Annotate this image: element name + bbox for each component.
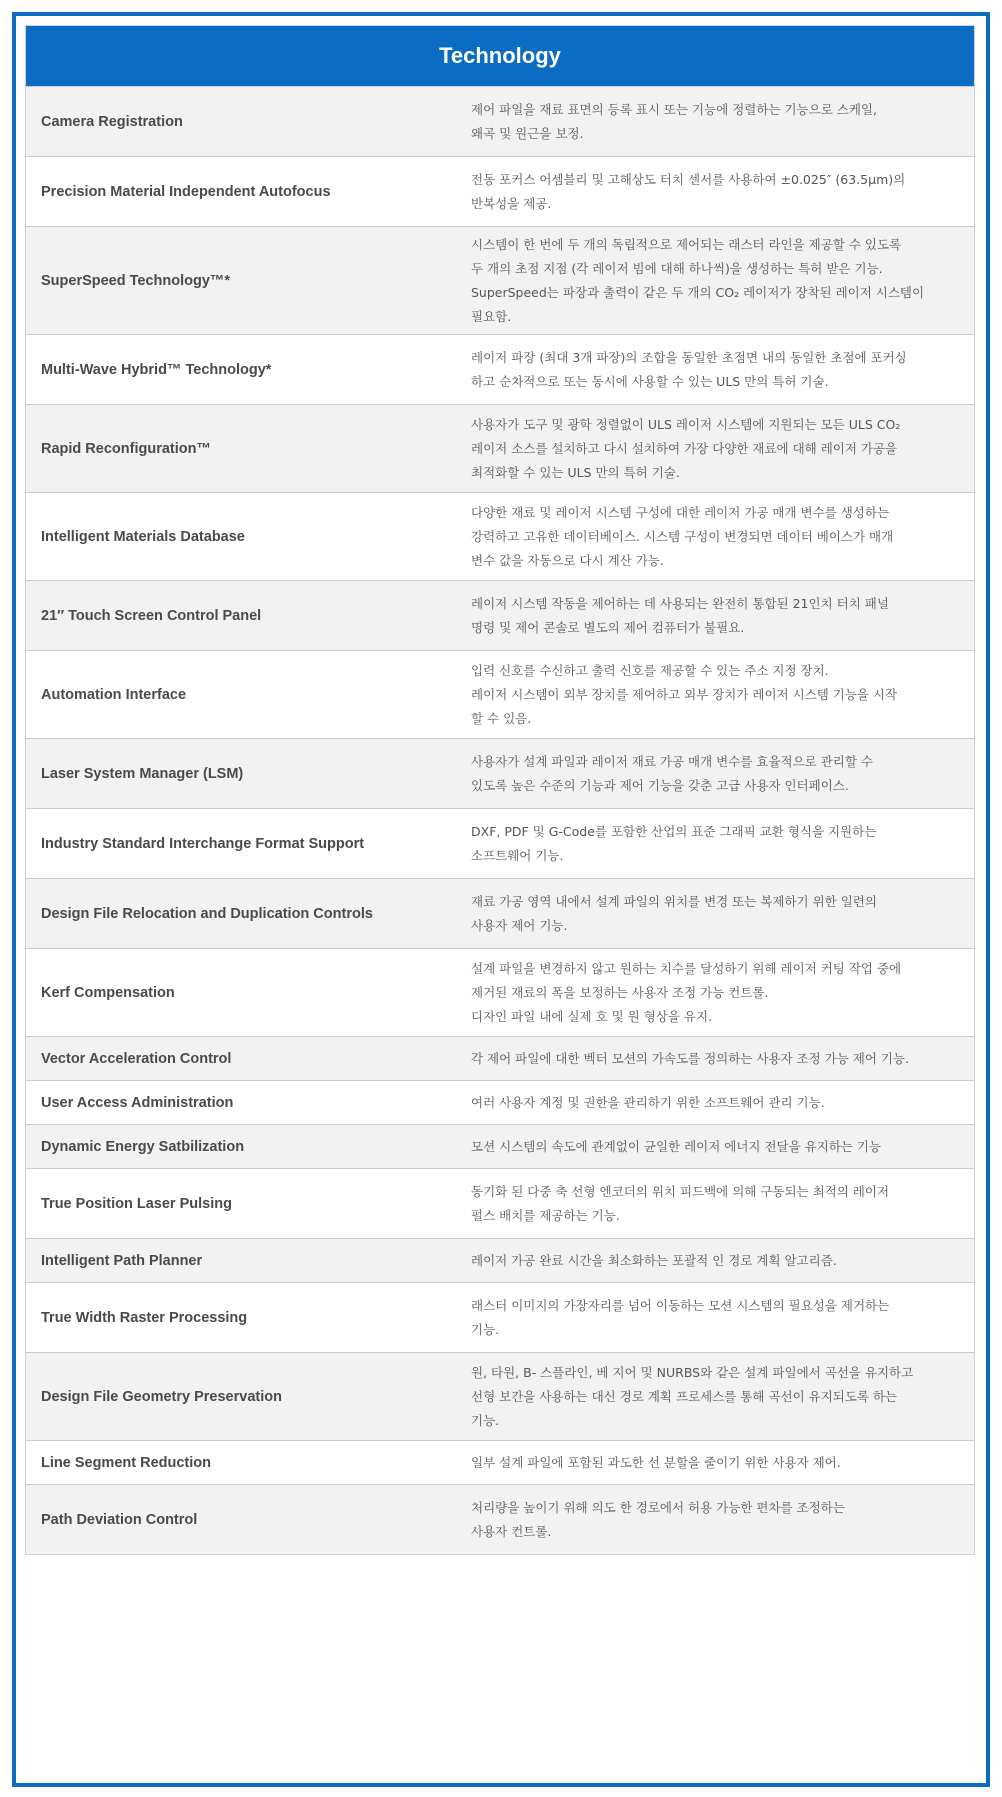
table-row	[26, 1238, 974, 1282]
table-row	[26, 580, 974, 650]
feature-description: 래스터 이미지의 가장자리를 넘어 이동하는 모션 시스템의 필요성을 제거하는 기능.	[471, 1297, 890, 1337]
table-row	[26, 1080, 974, 1124]
table-row	[26, 1124, 974, 1168]
feature-description: 레이저 가공 완료 시간을 최소화하는 포괄적 인 경로 계획 알고리즘.	[471, 1252, 837, 1268]
feature-name: Precision Material Independent Autofocus	[41, 183, 331, 200]
feature-description: 설계 파일을 변경하지 않고 원하는 치수를 달성하기 위해 레이저 커팅 작업 중에 제거된 재료의 폭을 보정하는 사용자 조정 가능 컨트롤. 디자인 파일 내에 실제 호 및 원 형상을 유지.	[471, 960, 902, 1024]
feature-description: 사용자가 설계 파일과 레이저 재료 가공 매개 변수를 효율적으로 관리할 수 있도록 높은 수준의 기능과 제어 기능을 갖춘 고급 사용자 인터페이스.	[471, 753, 873, 793]
feature-name: True Position Laser Pulsing	[41, 1195, 232, 1212]
feature-description: 일부 설계 파일에 포함된 과도한 선 분할을 줄이기 위한 사용자 제어.	[471, 1454, 841, 1470]
feature-name: User Access Administration	[41, 1094, 234, 1111]
table-row	[26, 738, 974, 808]
feature-name: Intelligent Materials Database	[41, 528, 245, 545]
table-row	[26, 1484, 974, 1554]
feature-name: Kerf Compensation	[41, 984, 175, 1001]
table-row	[26, 226, 974, 334]
feature-description: 전동 포커스 어셈블리 및 고해상도 터치 센서를 사용하여 ±0.025″ (63.5μm)의 반복성을 제공.	[471, 171, 906, 211]
feature-description: 레이저 파장 (최대 3개 파장)의 조합을 동일한 초점면 내의 동일한 초점에 포커싱 하고 순차적으로 또는 동시에 사용할 수 있는 ULS 만의 특허 기술.	[471, 349, 907, 389]
feature-name: Industry Standard Interchange Format Support	[41, 835, 365, 852]
feature-name: Intelligent Path Planner	[41, 1252, 203, 1269]
feature-name: Line Segment Reduction	[41, 1454, 211, 1471]
table-row	[26, 404, 974, 492]
feature-description: 여러 사용자 계정 및 권한을 관리하기 위한 소프트웨어 관리 기능.	[471, 1094, 825, 1110]
feature-description: 처리량을 높이기 위해 의도 한 경로에서 허용 가능한 편차를 조정하는 사용자 컨트롤.	[471, 1499, 845, 1539]
feature-name: Camera Registration	[41, 113, 183, 130]
feature-description: 원, 타원, B- 스플라인, 베 지어 및 NURBS와 같은 설계 파일에서 곡선을 유지하고 선형 보간을 사용하는 대신 경로 계획 프로세스를 통해 곡선이 유지되도록 하는 기능.	[471, 1364, 914, 1428]
feature-name: Path Deviation Control	[41, 1511, 198, 1528]
feature-name: Dynamic Energy Satbilization	[41, 1138, 245, 1155]
table-row	[26, 1036, 974, 1080]
feature-name: Design File Relocation and Duplication Controls	[41, 905, 373, 922]
table-row	[26, 1352, 974, 1440]
table-row	[26, 86, 974, 156]
table-header	[26, 26, 974, 86]
feature-description: 입력 신호를 수신하고 출력 신호를 제공할 수 있는 주소 지정 장치. 레이저 시스템이 외부 장치를 제어하고 외부 장치가 레이저 시스템 기능을 시작 할 수 있음.	[471, 662, 898, 726]
feature-name: Laser System Manager (LSM)	[41, 765, 244, 782]
table-row	[26, 492, 974, 580]
feature-name: Design File Geometry Preservation	[41, 1388, 282, 1405]
feature-name: Rapid Reconfiguration™	[41, 440, 211, 457]
feature-description: DXF, PDF 및 G-Code를 포함한 산업의 표준 그래픽 교환 형식을 지원하는 소프트웨어 기능.	[471, 823, 877, 863]
feature-description: 사용자가 도구 및 광학 정렬없이 ULS 레이저 시스템에 지원되는 모든 ULS CO₂ 레이저 소스를 설치하고 다시 설치하여 가장 다양한 재료에 대해 레이저 가공을 최적화할 수 있는 ULS 만의 특허 기술.	[471, 416, 901, 480]
table-row	[26, 1168, 974, 1238]
feature-description: 다양한 재료 및 레이저 시스템 구성에 대한 레이저 가공 매개 변수를 생성하는 강력하고 고유한 데이터베이스. 시스템 구성이 변경되면 데이터 베이스가 매개 변수 값을 자동으로 다시 계산 가능.	[471, 504, 894, 568]
table-row	[26, 650, 974, 738]
page-frame	[12, 12, 990, 1787]
table-row	[26, 1440, 974, 1484]
table-row	[26, 808, 974, 878]
table-body	[26, 86, 974, 1554]
feature-description: 레이저 시스템 작동을 제어하는 데 사용되는 완전히 통합된 21인치 터치 패널 명령 및 제어 콘솔로 별도의 제어 컴퓨터가 불필요.	[471, 595, 889, 635]
table-title: Technology	[439, 43, 561, 68]
feature-description: 모션 시스템의 속도에 관계없이 균일한 레이저 에너지 전달을 유지하는 기능	[471, 1138, 882, 1154]
table-row	[26, 334, 974, 404]
feature-name: Automation Interface	[41, 686, 187, 703]
feature-description: 재료 가공 영역 내에서 설계 파일의 위치를 변경 또는 복제하기 위한 일련의 사용자 제어 기능.	[471, 893, 877, 933]
table-row	[26, 156, 974, 226]
feature-name: SuperSpeed Technology™*	[41, 272, 231, 289]
table-row	[26, 948, 974, 1036]
feature-name: True Width Raster Processing	[41, 1309, 248, 1326]
table-row	[26, 878, 974, 948]
feature-name: Multi-Wave Hybrid™ Technology*	[41, 361, 272, 378]
table-row	[26, 1282, 974, 1352]
technology-table	[25, 25, 975, 1555]
feature-name: Vector Acceleration Control	[41, 1050, 232, 1067]
feature-description: 각 제어 파일에 대한 벡터 모션의 가속도를 정의하는 사용자 조정 가능 제어 기능.	[471, 1050, 910, 1066]
feature-description: 제어 파일을 재료 표면의 등록 표시 또는 기능에 정렬하는 기능으로 스케일, 왜곡 및 원근을 보정.	[471, 101, 877, 141]
feature-description: 동기화 된 다중 축 선형 엔코더의 위치 피드백에 의해 구동되는 최적의 레이저 펄스 배치를 제공하는 기능.	[471, 1183, 890, 1223]
feature-name: 21″ Touch Screen Control Panel	[41, 607, 262, 624]
feature-description: 시스템이 한 번에 두 개의 독립적으로 제어되는 래스터 라인을 제공할 수 있도록 두 개의 초점 지점 (각 레이저 빔에 대해 하나씩)을 생성하는 특허 받은 기능. SuperSpeed는 파장과 출력이 같은 두 개의 CO₂ 레이저가 장착된 레이저 시스템이 필요함.	[471, 236, 925, 324]
